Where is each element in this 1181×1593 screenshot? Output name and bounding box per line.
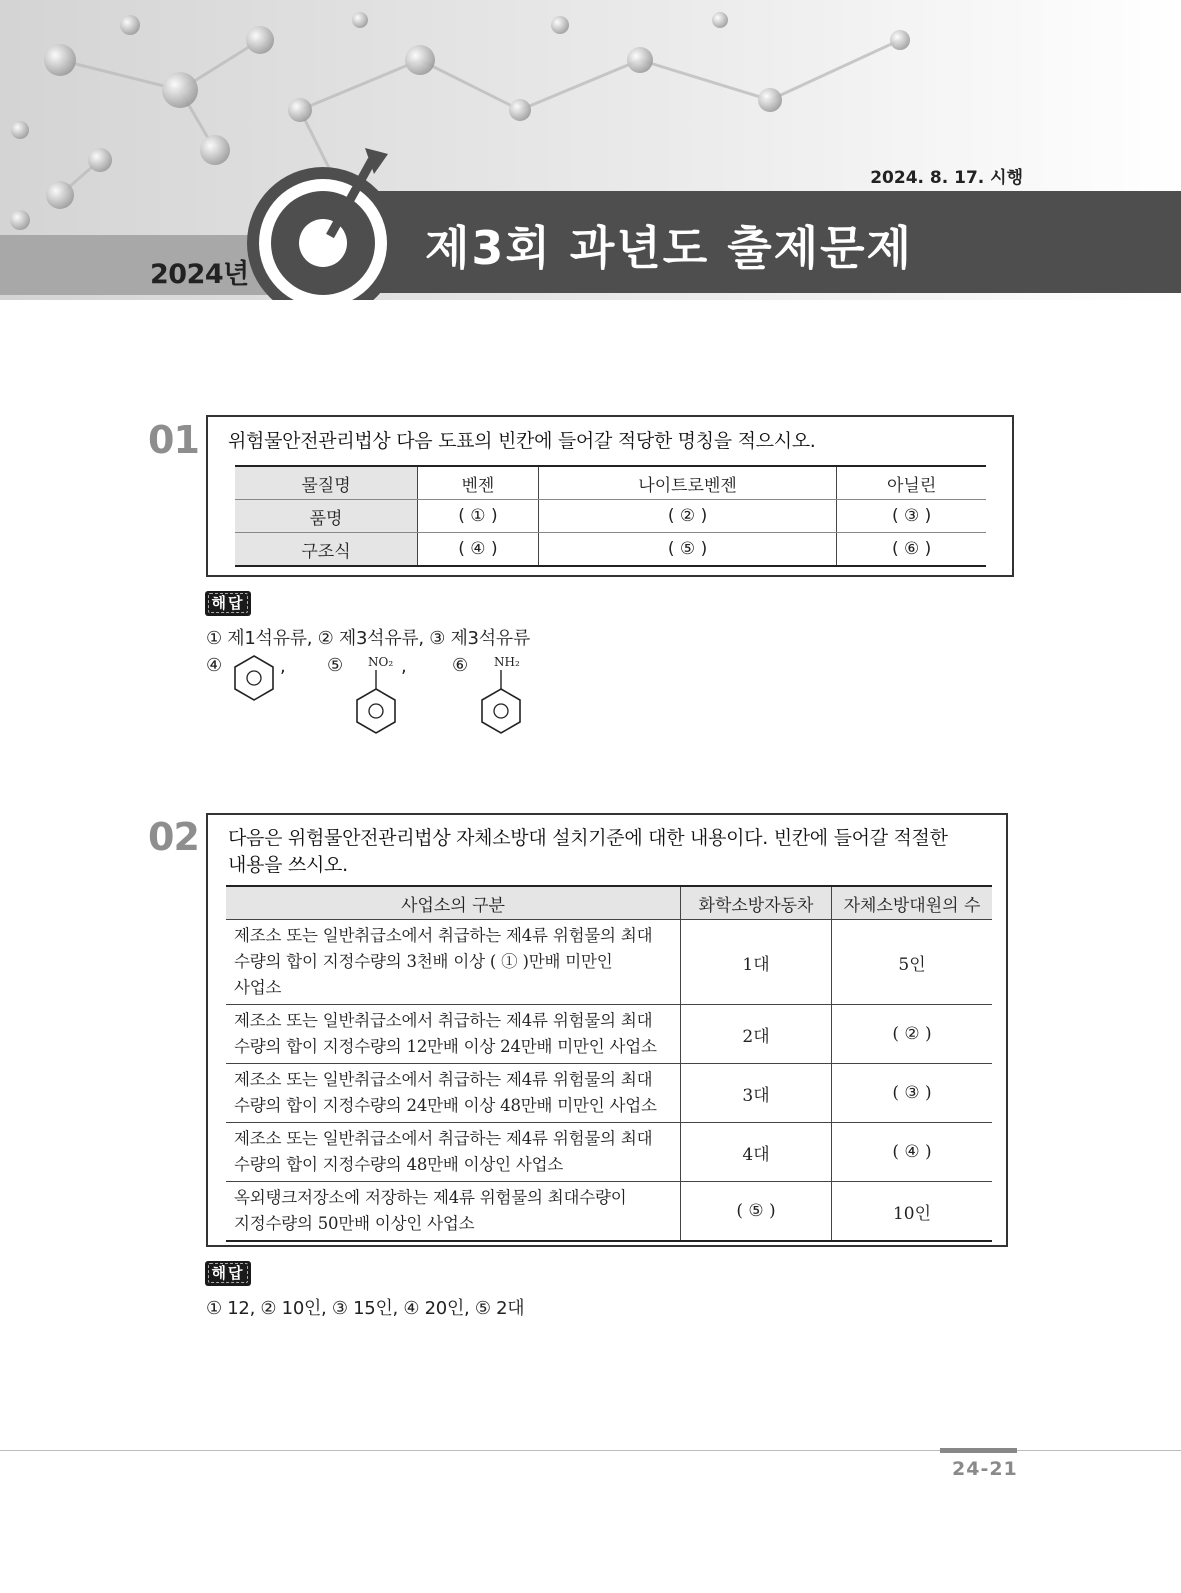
table-cell: 2대 [681, 1005, 832, 1064]
substituent-label: NH₂ [494, 655, 520, 669]
answer-badge: 해답 [205, 1261, 251, 1286]
table-cell: 제조소 또는 일반취급소에서 취급하는 제4류 위험물의 최대 수량의 합이 지정수량의 48만배 이상인 사업소 [226, 1123, 681, 1182]
table-cell: ( ④ ) [418, 533, 539, 567]
table-cell: 품명 [235, 500, 418, 533]
table-cell: ( ③ ) [832, 1064, 993, 1123]
year-label: 2024년 [150, 259, 249, 290]
answer-text: ① 12, ② 10인, ③ 15인, ④ 20인, ⑤ 2대 [206, 1298, 525, 1319]
question-prompt [228, 825, 948, 879]
question-table [226, 885, 992, 1242]
table-cell: 10인 [892, 1203, 932, 1224]
table-cell: ( ② ) [832, 1005, 993, 1064]
table-cell: 나이트로벤젠 [538, 466, 836, 500]
table-cell: 물질명 [235, 466, 418, 500]
table-cell: 아닐린 [837, 466, 986, 500]
table-header-row [226, 886, 992, 920]
page-title: 제3회 과년도 출제문제 [425, 221, 913, 275]
page-number: 24-21 [952, 1458, 1018, 1480]
prompt-line: 다음은 위험물안전관리법상 자체소방대 설치기준에 대한 내용이다. 빈칸에 들어갈 적절한 [228, 827, 948, 849]
table-header-cell: 화학소방자동차 [681, 886, 832, 920]
table-cell: ( ⑤ ) [538, 533, 836, 567]
table-header-cell: 사업소의 구분 [226, 886, 681, 920]
table-header-cell: 자체소방대원의 수 [832, 886, 993, 920]
structure-number: ⑤ [327, 655, 344, 676]
answer-badge: 해답 [205, 591, 251, 616]
table-cell: 제조소 또는 일반취급소에서 취급하는 제4류 위험물의 최대 수량의 합이 지정수량의 3천배 이상 ( ① )만배 미만인 사업소 [226, 920, 681, 1005]
footer-tab [940, 1448, 1017, 1453]
question-box [206, 415, 1014, 577]
table-row [226, 1123, 992, 1182]
table-cell: 옥외탱크저장소에 저장하는 제4류 위험물의 최대수량이 지정수량의 50만배 이상인 사업소 [226, 1182, 681, 1242]
table-cell: ( ② ) [538, 500, 836, 533]
table-header-row [235, 466, 986, 500]
question-number: 02 [148, 815, 199, 859]
table-cell: 5인 [832, 920, 993, 1005]
table-row [226, 1064, 992, 1123]
exam-date: 2024. 8. 17. 시행 [870, 168, 1023, 188]
table-cell: ( ③ ) [837, 500, 986, 533]
table-cell: 제조소 또는 일반취급소에서 취급하는 제4류 위험물의 최대 수량의 합이 지정수량의 12만배 이상 24만배 미만인 사업소 [226, 1005, 681, 1064]
table-row [235, 533, 986, 567]
table-cell: 4대 [681, 1123, 832, 1182]
table-cell: ( ⑥ ) [891, 539, 932, 559]
separator: , [280, 656, 286, 677]
table-cell: ( ① ) [418, 500, 539, 533]
table-cell: 벤젠 [418, 466, 539, 500]
question-table [235, 465, 986, 567]
table-row [226, 920, 992, 1005]
benzene-structure [228, 650, 284, 710]
prompt-line: 내용을 쓰시오. [228, 854, 348, 876]
aniline-structure [475, 652, 535, 742]
table-cell: 3대 [681, 1064, 832, 1123]
question-number: 01 [148, 418, 199, 462]
table-cell: ( ④ ) [832, 1123, 993, 1182]
table-row [226, 1182, 992, 1242]
structure-number: ⑥ [452, 655, 469, 676]
structure-number: ④ [206, 655, 223, 676]
table-row [226, 1005, 992, 1064]
table-cell: 제조소 또는 일반취급소에서 취급하는 제4류 위험물의 최대 수량의 합이 지정수량의 24만배 이상 48만배 미만인 사업소 [226, 1064, 681, 1123]
table-row [235, 500, 986, 533]
table-cell: ( ⑤ ) [681, 1182, 832, 1242]
table-cell: 구조식 [235, 533, 418, 567]
question-box [206, 813, 1008, 1247]
separator: , [401, 656, 407, 677]
answer-text: ① 제1석유류, ② 제3석유류, ③ 제3석유류 [206, 628, 530, 649]
table-cell: 1대 [681, 920, 832, 1005]
substituent-label: NO₂ [368, 655, 394, 669]
header-banner [0, 0, 1181, 300]
question-prompt: 위험물안전관리법상 다음 도표의 빈칸에 들어갈 적당한 명칭을 적으시오. [228, 430, 816, 452]
